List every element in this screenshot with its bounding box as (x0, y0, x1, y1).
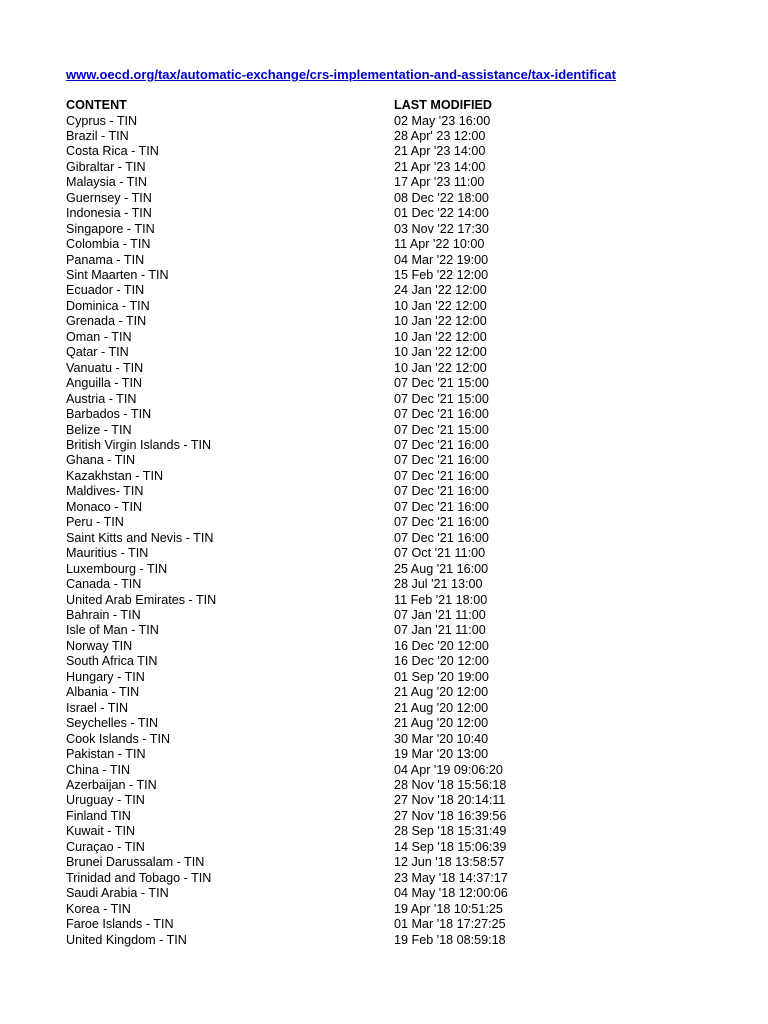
last-modified-cell: 10 Jan '22 12:00 (394, 360, 487, 375)
content-cell: Maldives- TIN (66, 484, 144, 499)
last-modified-cell: 07 Dec '21 15:00 (394, 422, 489, 437)
table-row (66, 299, 706, 314)
content-cell: Peru - TIN (66, 515, 124, 530)
table-row (66, 237, 706, 252)
last-modified-cell: 27 Nov '18 16:39:56 (394, 808, 507, 823)
last-modified-cell: 10 Jan '22 12:00 (394, 329, 487, 344)
table-row (66, 222, 706, 237)
content-cell: Singapore - TIN (66, 221, 155, 236)
content-cell: Kazakhstan - TIN (66, 468, 164, 483)
last-modified-cell: 08 Dec '22 18:00 (394, 190, 489, 205)
last-modified-cell: 07 Dec '21 16:00 (394, 499, 489, 514)
last-modified-cell: 07 Dec '21 16:00 (394, 484, 489, 499)
table-row (66, 732, 706, 747)
table-row (66, 933, 706, 948)
last-modified-cell: 01 Sep '20 19:00 (394, 669, 489, 684)
last-modified-cell: 07 Dec '21 16:00 (394, 515, 489, 530)
content-cell: Austria - TIN (66, 391, 137, 406)
content-cell: Ghana - TIN (66, 453, 136, 468)
content-cell: Costa Rica - TIN (66, 144, 159, 159)
table-row (66, 701, 706, 716)
last-modified-cell: 28 Apr' 23 12:00 (394, 128, 486, 143)
table-row (66, 577, 706, 592)
table-row (66, 500, 706, 515)
content-cell: Canada - TIN (66, 577, 142, 592)
last-modified-cell: 07 Dec '21 16:00 (394, 453, 489, 468)
last-modified-cell: 16 Dec '20 12:00 (394, 638, 489, 653)
url-link-row (66, 66, 665, 84)
content-cell: Kuwait - TIN (66, 824, 136, 839)
table-row (66, 778, 706, 793)
content-cell: Cook Islands - TIN (66, 731, 171, 746)
content-cell: Brazil - TIN (66, 128, 129, 143)
content-cell: Mauritius - TIN (66, 546, 149, 561)
last-modified-cell: 01 Mar '18 17:27:25 (394, 917, 506, 932)
last-modified-cell: 21 Aug '20 12:00 (394, 700, 489, 715)
content-cell: Norway TIN (66, 638, 133, 653)
content-cell: Vanuatu - TIN (66, 360, 144, 375)
content-cell: Isle of Man - TIN (66, 623, 159, 638)
content-cell: Brunei Darussalam - TIN (66, 855, 205, 870)
table-row (66, 654, 706, 669)
content-cell: Monaco - TIN (66, 499, 143, 514)
last-modified-cell: 28 Sep '18 15:31:49 (394, 824, 507, 839)
content-cell: Israel - TIN (66, 700, 129, 715)
table-row (66, 871, 706, 886)
last-modified-cell: 04 Apr '19 09:06:20 (394, 762, 503, 777)
table-row (66, 392, 706, 407)
last-modified-cell: 30 Mar '20 10:40 (394, 731, 489, 746)
table-row (66, 361, 706, 376)
table-row (66, 670, 706, 685)
last-modified-cell: 19 Feb '18 08:59:18 (394, 932, 506, 947)
last-modified-cell: 11 Apr '22 10:00 (394, 237, 485, 252)
content-cell: Sint Maarten - TIN (66, 268, 169, 283)
table-row (66, 253, 706, 268)
content-cell: Korea - TIN (66, 901, 131, 916)
last-modified-cell: 01 Dec '22 14:00 (394, 206, 489, 221)
last-modified-cell: 23 May '18 14:37:17 (394, 870, 508, 885)
last-modified-cell: 07 Dec '21 16:00 (394, 468, 489, 483)
table-header-row (66, 97, 706, 114)
content-cell: Bahrain - TIN (66, 608, 141, 622)
content-cell: Saint Kitts and Nevis - TIN (66, 530, 214, 545)
last-modified-cell: 24 Jan '22 12:00 (394, 283, 487, 298)
content-cell: Finland TIN (66, 808, 131, 823)
last-modified-cell: 04 May '18 12:00:06 (394, 886, 508, 901)
table-row (66, 423, 706, 438)
table-row (66, 469, 706, 484)
table-row (66, 716, 706, 731)
content-cell: Indonesia - TIN (66, 206, 152, 221)
table-row (66, 840, 706, 855)
content-cell: Anguilla - TIN (66, 376, 143, 391)
content-cell: Luxembourg - TIN (66, 561, 168, 576)
content-cell: Albania - TIN (66, 685, 140, 700)
content-cell: British Virgin Islands - TIN (66, 438, 212, 453)
content-cell: Pakistan - TIN (66, 747, 146, 762)
content-cell: Grenada - TIN (66, 314, 147, 329)
last-modified-cell: 07 Jan '21 11:00 (394, 623, 486, 638)
last-modified-cell: 04 Mar '22 19:00 (394, 252, 489, 267)
last-modified-cell: 21 Apr '23 14:00 (394, 144, 486, 159)
table-row (66, 376, 706, 391)
table-row (66, 283, 706, 298)
last-modified-cell: 21 Aug '20 12:00 (394, 716, 489, 731)
last-modified-cell: 16 Dec '20 12:00 (394, 654, 489, 669)
table-row (66, 144, 706, 159)
last-modified-cell: 03 Nov '22 17:30 (394, 221, 489, 236)
last-modified-cell: 14 Sep '18 15:06:39 (394, 839, 507, 854)
content-cell: Ecuador - TIN (66, 283, 145, 298)
table-row (66, 747, 706, 762)
table-row (66, 129, 706, 144)
table-row (66, 917, 706, 932)
content-cell: Saudi Arabia - TIN (66, 886, 169, 901)
table-row (66, 531, 706, 546)
content-cell: Guernsey - TIN (66, 190, 152, 205)
content-cell: Azerbaijan - TIN (66, 777, 157, 792)
content-cell: Dominica - TIN (66, 298, 150, 313)
last-modified-cell: 07 Dec '21 16:00 (394, 438, 489, 453)
table-row (66, 886, 706, 901)
table-row (66, 824, 706, 839)
content-cell: Belize - TIN (66, 422, 132, 437)
content-cell: Cyprus - TIN (66, 113, 138, 128)
last-modified-cell: 07 Oct '21 11:00 (394, 546, 486, 561)
last-modified-column-header: LAST MODIFIED (394, 98, 492, 112)
last-modified-cell: 07 Dec '21 16:00 (394, 407, 489, 422)
content-cell: Curaçao - TIN (66, 839, 145, 854)
content-cell: Hungary - TIN (66, 669, 145, 684)
last-modified-cell: 21 Aug '20 12:00 (394, 685, 489, 700)
table-row (66, 623, 706, 638)
last-modified-cell: 02 May '23 16:00 (394, 113, 491, 128)
content-cell: Faroe Islands - TIN (66, 917, 174, 932)
last-modified-cell: 07 Dec '21 15:00 (394, 391, 489, 406)
table-row (66, 160, 706, 175)
last-modified-cell: 10 Jan '22 12:00 (394, 314, 487, 329)
table-row (66, 608, 706, 623)
table-row (66, 639, 706, 654)
last-modified-cell: 07 Dec '21 15:00 (394, 376, 489, 391)
content-cell: Uruguay - TIN (66, 793, 145, 808)
table-row (66, 314, 706, 329)
last-modified-cell: 25 Aug '21 16:00 (394, 561, 489, 576)
table-row (66, 793, 706, 808)
content-cell: Gibraltar - TIN (66, 159, 146, 174)
last-modified-cell: 12 Jun '18 13:58:57 (394, 855, 505, 870)
table-row (66, 809, 706, 824)
content-cell: Trinidad and Tobago - TIN (66, 870, 212, 885)
table-row (66, 206, 706, 221)
table-row (66, 902, 706, 917)
content-column-header: CONTENT (66, 98, 127, 112)
content-cell: Oman - TIN (66, 329, 132, 344)
table-row (66, 562, 706, 577)
table-row (66, 268, 706, 283)
last-modified-cell: 10 Jan '22 12:00 (394, 298, 487, 313)
content-cell: Barbados - TIN (66, 407, 152, 422)
tin-table (66, 97, 706, 948)
last-modified-cell: 17 Apr '23 11:00 (394, 175, 485, 190)
table-row (66, 438, 706, 453)
last-modified-cell: 19 Mar '20 13:00 (394, 747, 489, 762)
table-row (66, 593, 706, 608)
last-modified-cell: 28 Jul '21 13:00 (394, 577, 483, 592)
table-row (66, 330, 706, 345)
content-cell: South Africa TIN (66, 654, 158, 669)
content-cell: United Kingdom - TIN (66, 932, 187, 947)
last-modified-cell: 28 Nov '18 15:56:18 (394, 777, 507, 792)
table-row (66, 407, 706, 422)
oecd-url-link[interactable]: www.oecd.org/tax/automatic-exchange/crs-implementation-and-assistance/tax-identificat (66, 67, 616, 82)
last-modified-cell: 27 Nov '18 20:14:11 (394, 793, 506, 808)
table-body (66, 114, 706, 948)
content-cell: Seychelles - TIN (66, 716, 159, 731)
content-cell: Panama - TIN (66, 252, 145, 267)
content-cell: Colombia - TIN (66, 237, 151, 252)
last-modified-cell: 15 Feb '22 12:00 (394, 268, 489, 283)
content-cell: United Arab Emirates - TIN (66, 592, 217, 607)
table-row (66, 855, 706, 870)
last-modified-cell: 19 Apr '18 10:51:25 (394, 901, 503, 916)
content-cell: China - TIN (66, 762, 131, 777)
table-row (66, 191, 706, 206)
content-cell: Qatar - TIN (66, 345, 129, 360)
table-row (66, 453, 706, 468)
last-modified-cell: 07 Jan '21 11:00 (394, 608, 486, 622)
table-row (66, 345, 706, 360)
table-row (66, 515, 706, 530)
table-row (66, 685, 706, 700)
table-row (66, 763, 706, 778)
table-row (66, 175, 706, 190)
last-modified-cell: 10 Jan '22 12:00 (394, 345, 487, 360)
table-row (66, 114, 706, 129)
last-modified-cell: 07 Dec '21 16:00 (394, 530, 489, 545)
last-modified-cell: 11 Feb '21 18:00 (394, 592, 488, 607)
table-row (66, 484, 706, 499)
last-modified-cell: 21 Apr '23 14:00 (394, 159, 486, 174)
table-row (66, 546, 706, 561)
content-cell: Malaysia - TIN (66, 175, 147, 190)
